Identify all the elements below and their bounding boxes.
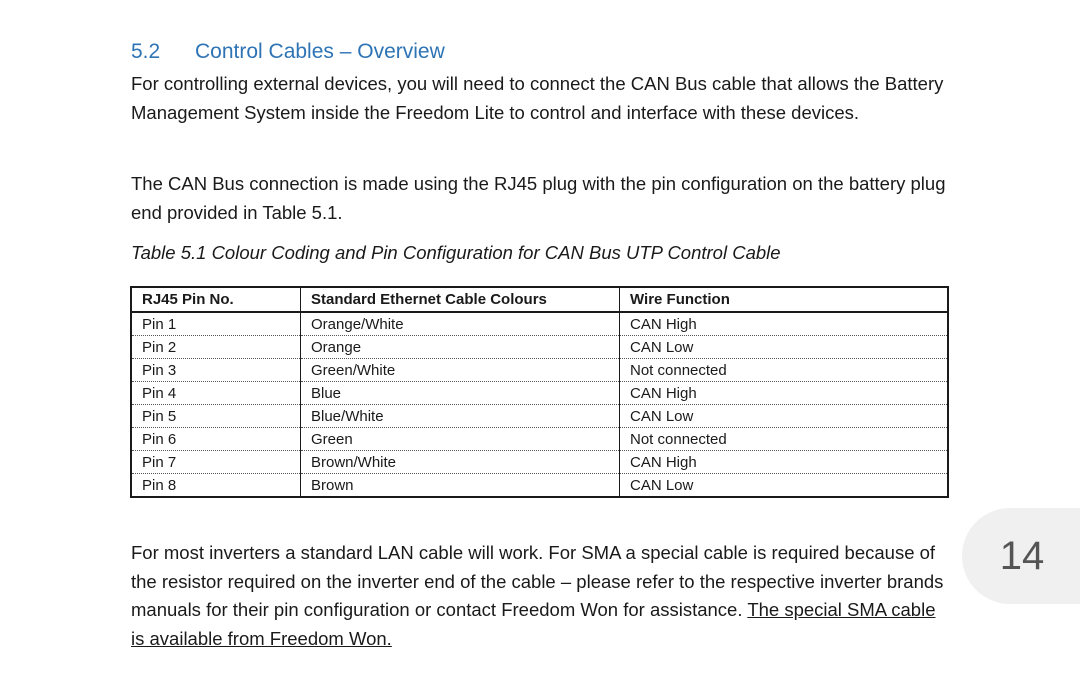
page-number: 14 (999, 534, 1045, 578)
function-cell: CAN High (620, 451, 949, 474)
table-row (131, 474, 948, 498)
section-heading (131, 40, 445, 64)
inverter-paragraph (131, 539, 946, 653)
table-row (131, 336, 948, 359)
pin-cell: Pin 6 (131, 428, 301, 451)
section-title: Control Cables – Overview (195, 40, 445, 63)
header-cable-colours: Standard Ethernet Cable Colours (301, 287, 620, 312)
inverter-text: For most inverters a standard LAN cable will work. For SMA a special cable is required because of the resistor required on the inverter end of the cable – please refer to the respective inverter brands manuals for their pin configuration or contact Freedom Won for assistance. (131, 542, 944, 621)
table-caption: Table 5.1 Colour Coding and Pin Configuration for CAN Bus UTP Control Cable (131, 242, 781, 263)
intro-paragraph: For controlling external devices, you will need to connect the CAN Bus cable that allows the Battery Management System inside the Freedom Lite to control and interface with these devices. (131, 73, 944, 123)
header-rj45-pin: RJ45 Pin No. (131, 287, 301, 312)
colour-cell: Orange/White (301, 312, 620, 336)
table-row (131, 428, 948, 451)
table-header-row (131, 287, 948, 312)
pin-cell: Pin 4 (131, 382, 301, 405)
pin-cell: Pin 8 (142, 476, 177, 494)
pin-cell: Pin 7 (131, 451, 301, 474)
colour-cell: Brown/White (301, 451, 620, 474)
pin-configuration-table (130, 286, 949, 498)
sma-cable-link[interactable]: The special SMA cable is available from Freedom Won. (131, 599, 936, 649)
colour-cell: Green/White (301, 359, 620, 382)
function-cell: Not connected (620, 428, 949, 451)
header-wire-function: Wire Function (620, 287, 949, 312)
table-row (131, 312, 948, 336)
section-number: 5.2 (131, 40, 161, 63)
pin-cell: Pin 2 (131, 336, 301, 359)
function-cell: CAN Low (620, 474, 949, 498)
pin-cell: Pin 1 (131, 312, 301, 336)
function-cell: Not connected (620, 359, 949, 382)
page-number-tab (962, 508, 1080, 604)
function-cell: CAN High (620, 382, 949, 405)
table-row (131, 405, 948, 428)
function-cell: CAN Low (620, 405, 949, 428)
pin-cell: Pin 3 (131, 359, 301, 382)
function-cell: CAN High (620, 312, 949, 336)
colour-cell: Blue/White (301, 405, 620, 428)
connection-paragraph: The CAN Bus connection is made using the RJ45 plug with the pin configuration on the battery plug end provided in Table 5.1. (131, 173, 946, 223)
colour-cell: Orange (301, 336, 620, 359)
colour-cell: Brown (301, 474, 620, 498)
colour-cell: Green (301, 428, 620, 451)
table-row (131, 451, 948, 474)
colour-cell: Blue (301, 382, 620, 405)
pin-cell: Pin 5 (131, 405, 301, 428)
table-row (131, 359, 948, 382)
function-cell: CAN Low (620, 336, 949, 359)
table-row (131, 382, 948, 405)
